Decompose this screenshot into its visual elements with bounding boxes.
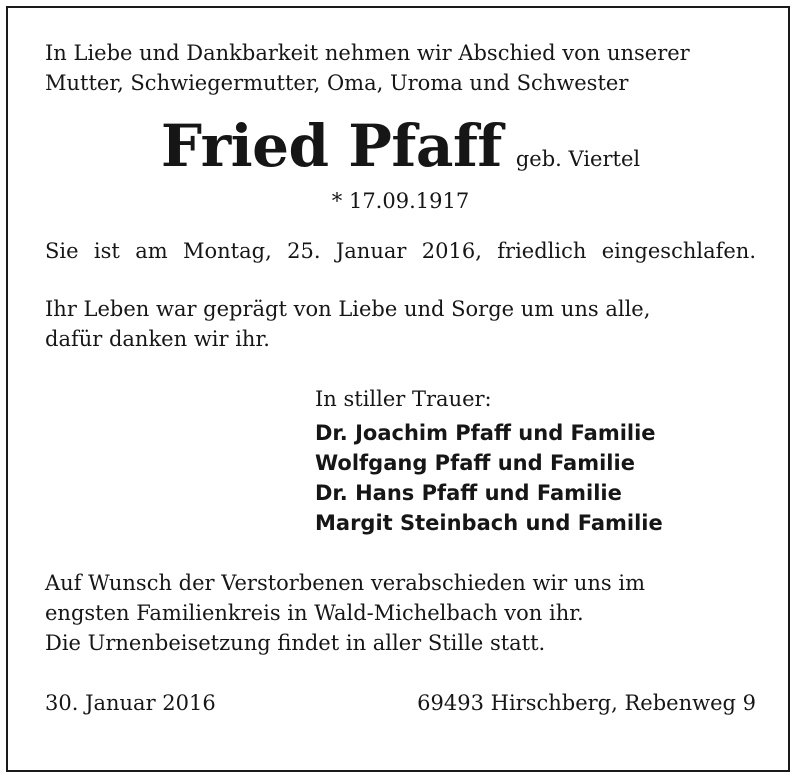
life-line: dafür danken wir ihr. [45,327,270,351]
closing-line: Auf Wunsch der Verstorbenen verabschieden wir uns im [45,571,645,595]
passing-statement: Sie ist am Montag, 25. Januar 2016, friedlich eingeschlafen. [45,239,756,263]
life-statement [45,294,756,354]
maiden-name: geb. Viertel [515,147,641,171]
life-line: Ihr Leben war geprägt von Liebe und Sorge um uns alle, [45,297,651,321]
intro-line: Mutter, Schwiegermutter, Oma, Uroma und Schwester [45,71,629,95]
notice-footer [45,688,756,718]
closing-text [45,568,756,658]
family-address: 69493 Hirschberg, Rebenweg 9 [417,691,756,715]
notice-date: 30. Januar 2016 [45,691,216,715]
deceased-name: Fried Pfaff [160,112,502,180]
obituary-notice [45,38,756,718]
birth-date: * 17.09.1917 [331,189,470,213]
mourner-entry: Dr. Hans Pfaff und Familie [315,481,622,505]
mourner-entry: Dr. Joachim Pfaff und Familie [315,421,656,445]
intro-text [45,38,756,98]
mourners-section [315,384,756,538]
closing-line: engsten Familienkreis in Wald-Michelbach von ihr. [45,601,584,625]
closing-line: Die Urnenbeisetzung findet in aller Stille statt. [45,631,546,655]
intro-line: In Liebe und Dankbarkeit nehmen wir Abschied von unserer [45,41,690,65]
mourner-entry: Wolfgang Pfaff und Familie [315,451,635,475]
name-row [45,114,756,178]
mourning-heading: In stiller Trauer: [315,387,492,411]
mourner-entry: Margit Steinbach und Familie [315,511,663,535]
mourners-list [315,418,756,538]
